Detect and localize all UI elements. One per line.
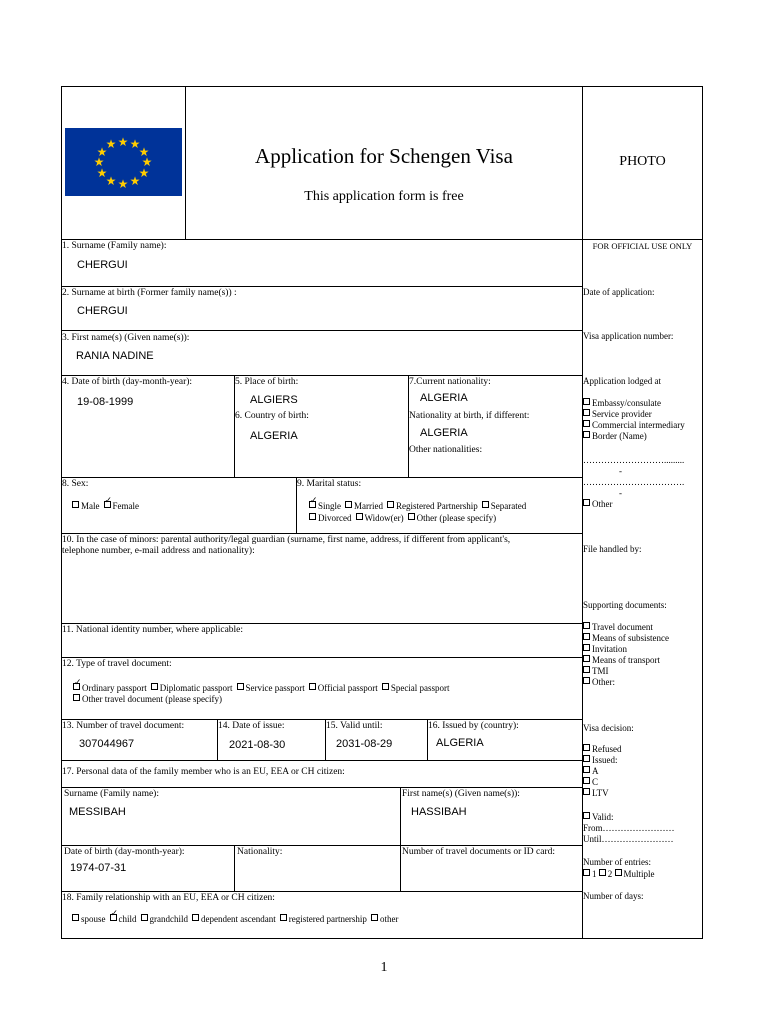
support-option-travel-document[interactable]: Travel document xyxy=(583,622,669,633)
travel-doc-options-row2 xyxy=(73,694,226,705)
field-8-label: 8. Sex: xyxy=(62,479,89,489)
field-17-label: 17. Personal data of the family member who is an EU, EEA or CH citizen: xyxy=(62,767,345,777)
field-7c-label: Other nationalities: xyxy=(409,445,483,455)
lodged-option-service-provider[interactable]: Service provider xyxy=(583,409,685,420)
entries-option-2[interactable]: 2 xyxy=(599,869,613,879)
marital-option-registered-partnership[interactable]: Registered Partnership xyxy=(387,501,478,511)
svg-text:★: ★ xyxy=(138,166,150,180)
lodged-option-other[interactable]: Other xyxy=(583,499,613,510)
visa-decision-options xyxy=(583,744,622,799)
sex-option-female[interactable]: ✓ Female xyxy=(104,501,140,511)
svg-text:★: ★ xyxy=(105,174,117,188)
field-4-date-of-birth[interactable]: 19-08-1999 xyxy=(77,396,134,408)
lodged-option-commercial[interactable]: Commercial intermediary xyxy=(583,420,685,431)
issued-option-ltv[interactable]: LTV xyxy=(583,788,622,799)
page-number: 1 xyxy=(380,960,388,975)
rel-option-spouse[interactable]: spouse xyxy=(72,914,106,924)
support-option-tmi[interactable]: TMI xyxy=(583,666,669,677)
rel-option-registered-partnership[interactable]: registered partnership xyxy=(280,914,367,924)
page-subtitle: This application form is free xyxy=(304,189,464,204)
dash-1: - xyxy=(619,466,622,476)
entries-options xyxy=(583,869,655,880)
rel-option-other[interactable]: other xyxy=(371,914,399,924)
decision-option-issued[interactable]: Issued: xyxy=(583,755,622,766)
travel-doc-options-row1 xyxy=(73,683,454,694)
decision-option-refused[interactable]: Refused xyxy=(583,744,622,755)
field-10-label-line2: telephone number, e-mail address and nationality): xyxy=(62,546,255,556)
rel-option-child[interactable]: ✓ child xyxy=(110,914,137,924)
marital-option-divorced[interactable]: Divorced xyxy=(309,513,352,523)
svg-text:★: ★ xyxy=(138,145,150,159)
marital-options-row1 xyxy=(309,501,530,512)
svg-text:★: ★ xyxy=(93,155,105,169)
support-option-means-of-transport[interactable]: Means of transport xyxy=(583,655,669,666)
dash-2: - xyxy=(619,488,622,498)
svg-text:★: ★ xyxy=(105,137,117,151)
field-3-label: 3. First name(s) (Given name(s)): xyxy=(62,333,190,343)
supporting-docs-options xyxy=(583,622,669,688)
marital-options-row2 xyxy=(309,513,500,524)
marital-option-widower[interactable]: Widow(er) xyxy=(356,513,404,523)
photo-label: PHOTO xyxy=(619,154,666,169)
entries-label: Number of entries: xyxy=(583,857,651,867)
relationship-options xyxy=(72,914,402,925)
supporting-docs-label: Supporting documents: xyxy=(583,600,667,610)
sex-options xyxy=(72,501,143,512)
issued-option-a[interactable]: A xyxy=(583,766,622,777)
field-17-surname[interactable]: MESSIBAH xyxy=(69,806,126,818)
field-7-current-nationality[interactable]: ALGERIA xyxy=(420,392,468,404)
eu-flag xyxy=(65,128,182,196)
svg-text:★: ★ xyxy=(141,155,153,169)
dots-line-1: ………………………......... xyxy=(583,455,685,465)
checkbox-female xyxy=(104,501,111,508)
field-10-label-line1: 10. In the case of minors: parental authority/legal guardian (surname, first name, address, if different from applicant's, xyxy=(62,535,511,545)
entries-option-multiple[interactable]: Multiple xyxy=(615,869,655,879)
marital-option-single[interactable]: ✓Single xyxy=(309,501,341,511)
field-13-travel-doc-number[interactable]: 307044967 xyxy=(79,738,135,750)
field-18-label: 18. Family relationship with an EU, EEA or CH citizen: xyxy=(62,893,275,903)
lodged-at-label: Application lodged at xyxy=(583,376,661,386)
rel-option-grandchild[interactable]: grandchild xyxy=(141,914,189,924)
field-17-surname-label: Surname (Family name): xyxy=(64,789,159,799)
doc-option-diplomatic[interactable]: Diplomatic passport xyxy=(151,683,233,693)
file-handled-by-label: File handled by: xyxy=(583,544,642,554)
entries-option-1[interactable]: 1 xyxy=(583,869,597,879)
valid-until-label: Until…………………… xyxy=(583,834,674,844)
field-17-dob-label: Date of birth (day-month-year): xyxy=(64,847,185,857)
lodged-option-border[interactable]: Border (Name) xyxy=(583,431,685,442)
dots-line-2: ……………………………. xyxy=(583,477,685,487)
field-1-surname[interactable]: CHERGUI xyxy=(77,259,128,271)
field-7-label: 7.Current nationality: xyxy=(409,377,491,387)
field-5-place-of-birth[interactable]: ALGIERS xyxy=(250,394,298,406)
field-15-valid-until[interactable]: 2031-08-29 xyxy=(336,738,393,750)
field-12-label: 12. Type of travel document: xyxy=(62,659,172,669)
valid-option[interactable]: Valid: xyxy=(583,812,614,823)
field-1-label: 1. Surname (Family name): xyxy=(62,241,167,251)
days-label: Number of days: xyxy=(583,891,644,901)
field-2-surname-at-birth[interactable]: CHERGUI xyxy=(77,305,128,317)
field-6-country-of-birth[interactable]: ALGERIA xyxy=(250,430,298,442)
lodged-at-options xyxy=(583,398,685,442)
field-15-label: 15. Valid until: xyxy=(326,721,383,731)
field-13-label: 13. Number of travel document: xyxy=(62,721,185,731)
field-16-issued-by[interactable]: ALGERIA xyxy=(436,737,484,749)
field-11-label: 11. National identity number, where applicable: xyxy=(62,625,244,635)
date-of-application-label: Date of application: xyxy=(583,287,655,297)
field-2-label: 2. Surname at birth (Former family name(s)) : xyxy=(62,288,237,298)
valid-from-label: From…………………… xyxy=(583,823,675,833)
support-option-means-of-subsistence[interactable]: Means of subsistence xyxy=(583,633,669,644)
issued-option-c[interactable]: C xyxy=(583,777,622,788)
doc-option-ordinary[interactable]: ✓Ordinary passport xyxy=(73,683,147,693)
eu-stars-icon xyxy=(65,128,182,196)
visa-decision-label: Visa decision: xyxy=(583,723,634,733)
field-14-label: 14. Date of issue: xyxy=(218,721,285,731)
field-17-doc-label: Number of travel documents or ID card: xyxy=(402,847,556,857)
page-title: Application for Schengen Visa xyxy=(255,144,513,168)
marital-option-separated[interactable]: Separated xyxy=(482,501,526,511)
field-5-label: 5. Place of birth: xyxy=(235,377,299,387)
doc-option-service[interactable]: Service passport xyxy=(237,683,305,693)
marital-option-other[interactable]: Other (please specify) xyxy=(408,513,496,523)
svg-text:★: ★ xyxy=(117,177,129,191)
svg-text:★: ★ xyxy=(129,137,141,151)
svg-text:★: ★ xyxy=(117,135,129,149)
doc-option-special[interactable]: Special passport xyxy=(382,683,450,693)
checkbox-male xyxy=(72,501,79,508)
field-3-first-name[interactable]: RANIA NADINE xyxy=(76,350,154,362)
field-14-date-of-issue[interactable]: 2021-08-30 xyxy=(229,739,286,751)
field-6-label: 6. Country of birth: xyxy=(235,411,309,421)
field-9-label: 9. Marital status: xyxy=(297,479,362,489)
field-17-dob[interactable]: 1974-07-31 xyxy=(70,862,127,874)
svg-text:★: ★ xyxy=(96,145,108,159)
sex-option-male[interactable]: Male xyxy=(72,501,100,511)
marital-option-married[interactable]: Married xyxy=(345,501,383,511)
doc-option-other[interactable]: Other travel document (please specify) xyxy=(73,694,222,704)
field-16-label: 16. Issued by (country): xyxy=(428,721,519,731)
doc-option-official[interactable]: Official passport xyxy=(309,683,378,693)
official-use-header: FOR OFFICIAL USE ONLY xyxy=(592,241,693,251)
field-17-firstname[interactable]: HASSIBAH xyxy=(411,806,467,818)
support-option-other[interactable]: Other: xyxy=(583,677,669,688)
lodged-option-embassy[interactable]: Embassy/consulate xyxy=(583,398,685,409)
svg-text:★: ★ xyxy=(96,166,108,180)
field-17-nationality-label: Nationality: xyxy=(237,847,283,857)
field-7b-label: Nationality at birth, if different: xyxy=(409,411,530,421)
field-17-firstname-label: First name(s) (Given name(s)): xyxy=(402,789,520,799)
rel-option-dependent-ascendant[interactable]: dependent ascendant xyxy=(192,914,276,924)
visa-application-number-label: Visa application number: xyxy=(583,331,674,341)
field-7b-nationality-at-birth[interactable]: ALGERIA xyxy=(420,427,468,439)
svg-text:★: ★ xyxy=(129,174,141,188)
field-4-label: 4. Date of birth (day-month-year): xyxy=(62,377,193,387)
support-option-invitation[interactable]: Invitation xyxy=(583,644,669,655)
